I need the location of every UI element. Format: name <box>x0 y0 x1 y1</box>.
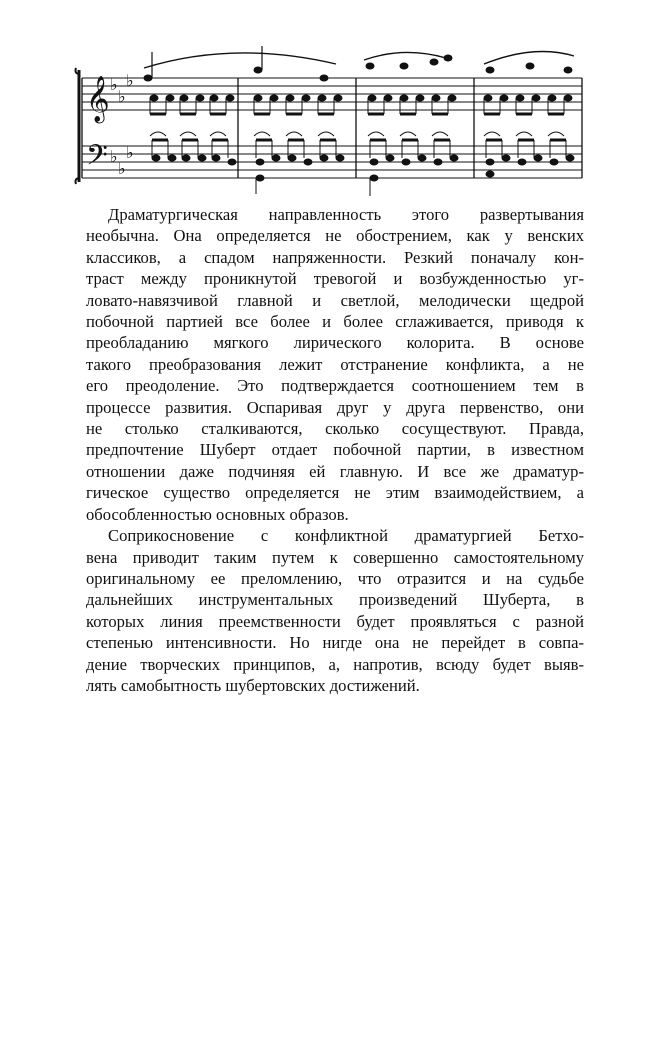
svg-text:♭: ♭ <box>126 143 134 162</box>
svg-text:𝄢: 𝄢 <box>86 139 108 179</box>
text-line: вена приводит таким путем к совершенно самостоятельному <box>86 547 584 567</box>
svg-text:𝄞: 𝄞 <box>86 76 110 122</box>
text-line: которых линия преемственности будет проявляться с разной <box>86 611 584 631</box>
text-line: лять самобытность шубертовских достижений. <box>86 675 420 695</box>
svg-text:♭: ♭ <box>110 147 118 166</box>
music-notation-figure <box>74 38 584 198</box>
text-line: дение творческих принципов, а, напротив, всюду будет выяв- <box>86 654 584 674</box>
svg-text:♭: ♭ <box>110 75 118 94</box>
text-line: отношении даже подчиняя ей главную. И все же драматур- <box>86 461 584 481</box>
text-line: Соприкосновение с конфликтной драматургией Бетхо- <box>108 526 584 546</box>
text-line: необычна. Она определяется не обострением, как у венских <box>86 226 584 246</box>
text-line: гическое существо определяется не этим взаимодействием, а <box>86 483 584 503</box>
text-line: классиков, а спадом напряженности. Резкий поначалу кон- <box>86 247 584 267</box>
text-line: дальнейших инструментальных произведений Шуберта, в <box>86 590 584 610</box>
text-line: его преодоление. Это подтверждается соотношением тем в <box>86 376 584 396</box>
text-line: побочной партией все более и более сглаживается, приводя к <box>86 312 584 332</box>
text-line: ловато-навязчивой главной и светлой, мелодически щедрой <box>86 290 584 310</box>
text-line: степенью интенсивности. Но нигде она не перейдет в совпа- <box>86 633 584 653</box>
text-line: такого преобразования лежит отстранение конфликта, а не <box>86 354 584 374</box>
text-line: предпочтение Шуберт отдает побочной партии, в известном <box>86 440 584 460</box>
svg-text:♭: ♭ <box>118 87 126 106</box>
paragraph-2 <box>86 525 584 696</box>
text-line: преобладанию мягкого лирического колорита. В основе <box>86 333 584 353</box>
text-line: Драматургическая направленность этого развертывания <box>108 205 584 224</box>
paragraph-1 <box>86 204 584 525</box>
text-line: не столько сталкиваются, сколько сосуществуют. Правда, <box>86 419 584 439</box>
main-text <box>86 204 584 696</box>
svg-text:♭: ♭ <box>126 71 134 90</box>
svg-text:♭: ♭ <box>118 159 126 178</box>
text-line: процессе развития. Оспаривая друг у друга первенство, они <box>86 397 584 417</box>
text-line: оригинальному ее преломлению, что отразится и на судьбе <box>86 568 584 588</box>
music-score-excerpt <box>74 38 584 198</box>
text-line: траст между проникнутой тревогой и возбужденностью уг- <box>86 269 584 289</box>
text-line: обособленностью основных образов. <box>86 504 349 524</box>
